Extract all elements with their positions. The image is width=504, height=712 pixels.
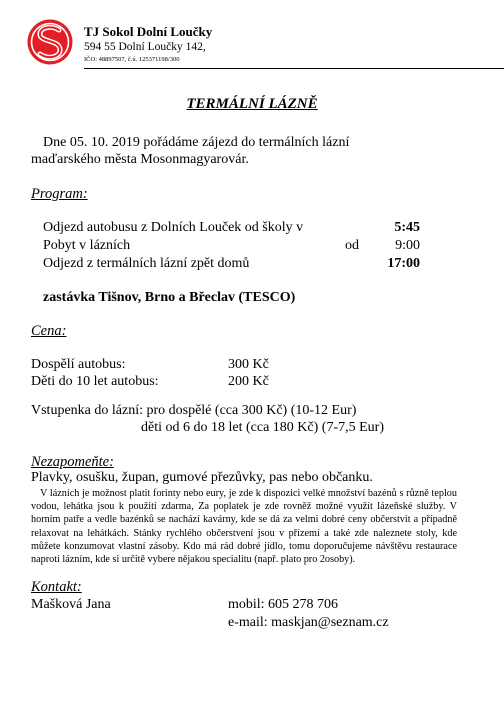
- program-row-time: 9:00: [395, 238, 420, 253]
- remember-items: Plavky, osušku, župan, gumové přezůvky, pas nebo občanku.: [31, 470, 373, 485]
- org-ids: IČO: 48897507, č.ú. 125371198/300: [84, 56, 180, 63]
- page-title: TERMÁLNÍ LÁZNĚ: [186, 96, 318, 112]
- contact-heading: Kontakt:: [31, 579, 82, 595]
- org-name: TJ Sokol Dolní Loučky: [84, 24, 213, 39]
- program-row-time: 17:00: [387, 256, 420, 271]
- program-row-prefix: od: [345, 238, 359, 253]
- program-row-time: 5:45: [394, 220, 420, 235]
- program-row-label: Odjezd autobusu z Dolních Louček od školy v: [43, 220, 304, 235]
- header-divider: [84, 68, 504, 69]
- bus-stops: zastávka Tišnov, Brno a Břeclav (TESCO): [43, 290, 296, 305]
- org-address: 594 55 Dolní Loučky 142,: [84, 41, 206, 53]
- price-heading: Cena:: [31, 323, 67, 339]
- intro-line-1: Dne 05. 10. 2019 pořádáme zájezd do termálních lázní: [43, 135, 350, 150]
- spa-info-note: V lázních je možnost platit forinty nebo eury, je zde k dispozici velké množství bazénů s různě teplou vodou, lehátka jsou k použití zdarma, Za poplatek je zde rovněž možné využít lázeňské služby. V horním patře a vedle bazénků se nachází kavárny, kde se dá za velmi dobré ceny občerstvit a případně relaxovat na lehátkách. Stánky rychlého občerstvení jsou v přízemí a také zde naleznete stoly, kde můžete konzumovat vlastní zásoby. Kdo má rád dobré jídlo, tomu doporučujeme návštěvu restaurace naproti lázním, kde si určitě vybere nějakou specialitu (např. plato pro 2osoby).: [31, 488, 457, 566]
- entry-price-line-2: děti od 6 do 18 let (cca 180 Kč) (7-7,5 Eur): [141, 420, 384, 435]
- price-value: 200 Kč: [228, 374, 269, 389]
- price-label: Dospělí autobus:: [31, 357, 126, 372]
- sokol-logo: [26, 18, 74, 66]
- contact-mobile: mobil: 605 278 706: [228, 597, 339, 612]
- contact-name: Mašková Jana: [31, 597, 111, 612]
- price-label: Děti do 10 let autobus:: [31, 374, 159, 389]
- program-heading: Program:: [31, 186, 88, 202]
- program-row-label: Pobyt v lázních: [43, 238, 131, 253]
- intro-line-2: maďarského města Mosonmagyarovár.: [31, 152, 249, 167]
- remember-heading: Nezapomeňte:: [31, 454, 114, 470]
- program-row-label: Odjezd z termálních lázní zpět domů: [43, 256, 250, 271]
- contact-email[interactable]: e-mail: maskjan@seznam.cz: [228, 615, 389, 630]
- price-value: 300 Kč: [228, 357, 269, 372]
- entry-price-line-1: Vstupenka do lázní: pro dospělé (cca 300 Kč) (10-12 Eur): [31, 403, 357, 418]
